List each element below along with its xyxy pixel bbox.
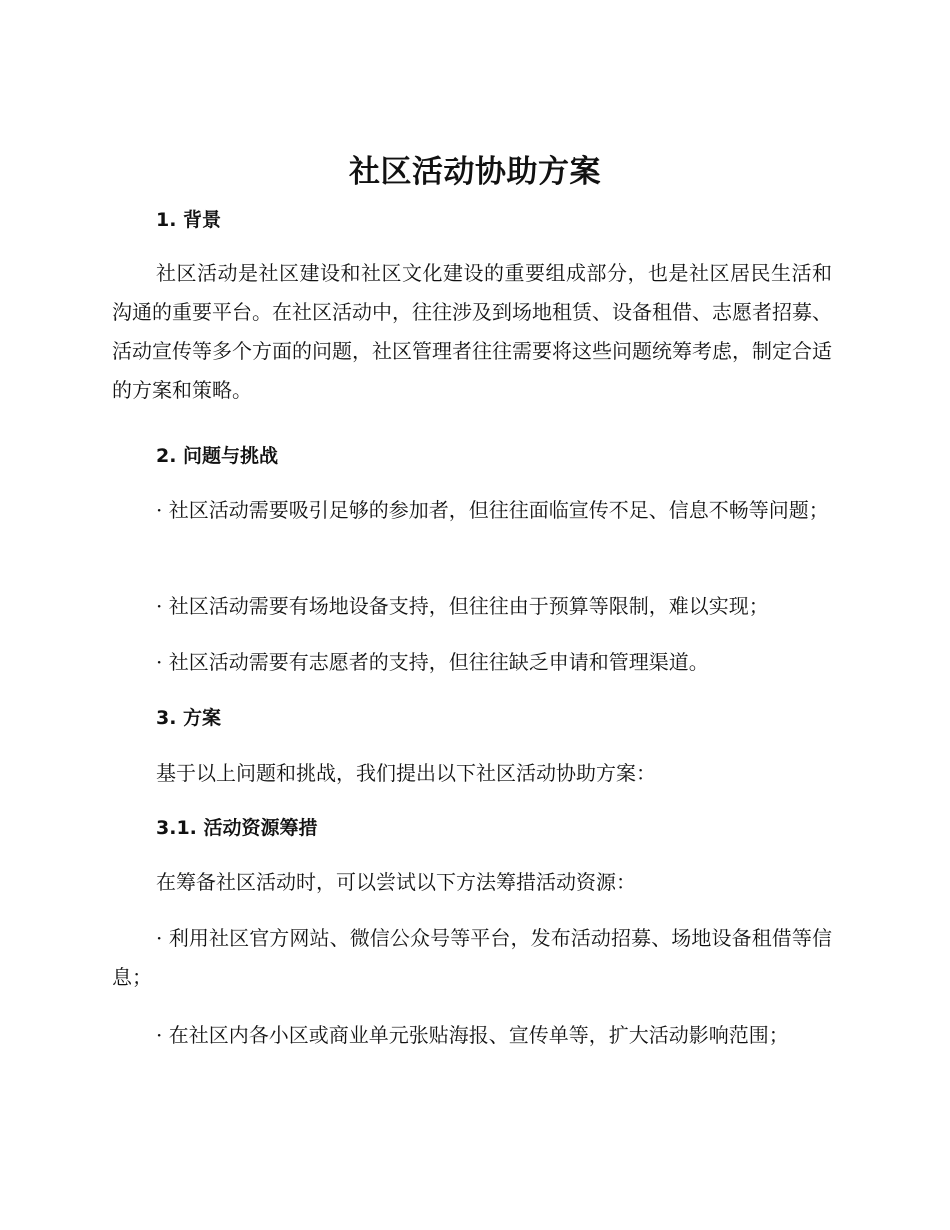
section-heading-plan: 3. 方案 — [156, 707, 222, 729]
resources-item-posters: · 在社区内各小区或商业单元张贴海报、宣传单等，扩大活动影响范围； — [156, 1023, 789, 1047]
section-heading-background: 1. 背景 — [156, 209, 222, 231]
problem-item-venue-equipment: · 社区活动需要有场地设备支持，但往往由于预算等限制，难以实现； — [156, 594, 769, 618]
resources-item-online-platforms: · 利用社区官方网站、微信公众号等平台，发布活动招募、场地设备租借等信息； — [112, 926, 832, 989]
problem-item-participants: · 社区活动需要吸引足够的参加者，但往往面临宣传不足、信息不畅等问题； — [156, 498, 829, 522]
resources-intro-paragraph: 在筹备社区活动时，可以尝试以下方法筹措活动资源： — [156, 870, 636, 894]
plan-intro-paragraph: 基于以上问题和挑战，我们提出以下社区活动协助方案： — [156, 761, 656, 785]
subsection-heading-resources: 3.1. 活动资源筹措 — [156, 817, 318, 839]
problem-item-volunteers: · 社区活动需要有志愿者的支持，但往往缺乏申请和管理渠道。 — [156, 650, 709, 674]
document-title: 社区活动协助方案 — [349, 154, 601, 190]
background-paragraph: 社区活动是社区建设和社区文化建设的重要组成部分，也是社区居民生活和沟通的重要平台。在社区活动中，往往涉及到场地租赁、设备租借、志愿者招募、活动宣传等多个方面的问题，社区管理者往往需要将这些问题统筹考虑，制定合适的方案和策略。 — [112, 261, 832, 402]
section-heading-problems: 2. 问题与挑战 — [156, 445, 279, 467]
